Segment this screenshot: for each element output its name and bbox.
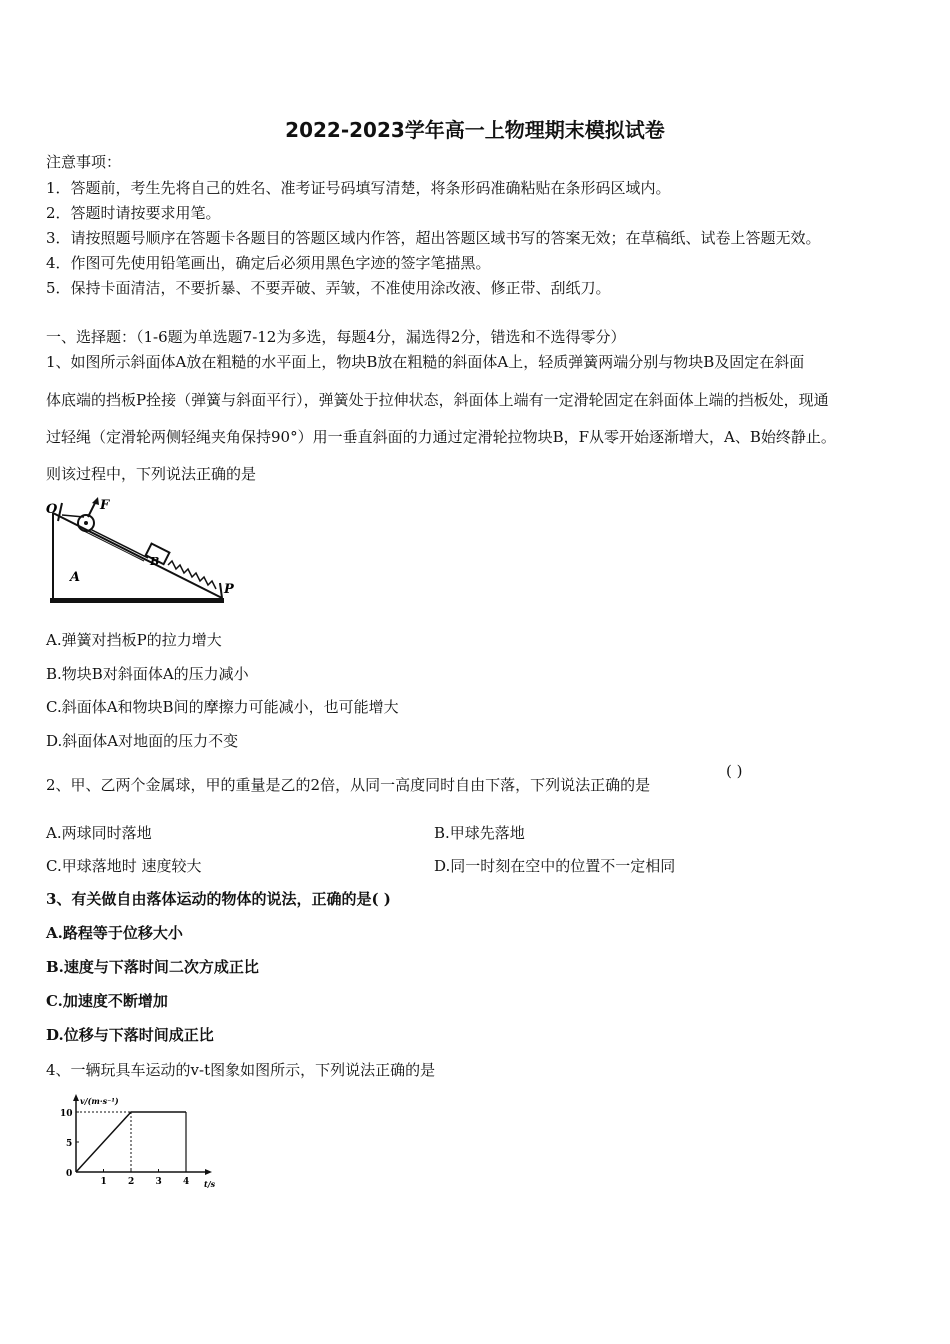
q2-answer-paren: ( ) [726,762,743,780]
q2-option-d: D.同一时刻在空中的位置不一定相同 [434,857,676,875]
notice-item: 1．答题前，考生先将自己的姓名、准考证号码填写清楚，将条形码准确粘贴在条形码区域内。 [46,179,671,197]
q1-stem-line: 过轻绳（定滑轮两侧轻绳夹角保持90°）用一垂直斜面的力通过定滑轮拉物块B，F从零开始逐渐增大，A、B始终静止。 [46,428,836,446]
ground-bar [50,598,224,603]
force-arrow-icon [92,497,99,505]
x-tick-label: 2 [128,1177,135,1187]
y-axis-arrow-icon [73,1094,79,1101]
q1-option-b: B.物块B对斜面体A的压力减小 [46,665,249,683]
q1-stem-line: 1、如图所示斜面体A放在粗糙的水平面上，物块B放在粗糙的斜面体A上，轻质弹簧两端分别与物块B及固定在斜面 [46,353,805,371]
label-a: A [70,570,81,585]
q1-incline-figure [44,495,240,610]
x-axis-arrow-icon [205,1169,212,1175]
q2-stem: 2、甲、乙两个金属球，甲的重量是乙的2倍，从同一高度同时自由下落，下列说法正确的是 [46,776,651,794]
q2-option-a: A.两球同时落地 [46,824,152,842]
label-o: O [46,502,58,517]
q1-stem-line: 体底端的挡板P拴接（弹簧与斜面平行），弹簧处于拉伸状态，斜面体上端有一定滑轮固定在斜面体上端的挡板处，现通 [46,391,829,409]
q1-option-a: A.弹簧对挡板P的拉力增大 [46,631,222,649]
y-tick-label: 10 [60,1109,73,1119]
label-f: F [100,498,110,513]
q3-option-c: C.加速度不断增加 [46,992,168,1010]
q3-option-d: D.位移与下落时间成正比 [46,1026,214,1044]
page-title: 2022-2023学年高一上物理期末模拟试卷 [285,118,665,142]
y-axis-label: v/(m·s⁻¹) [80,1096,119,1106]
q1-option-d: D.斜面体A对地面的压力不变 [46,732,239,750]
notice-heading: 注意事项： [46,153,122,171]
notice-item: 5．保持卡面清洁，不要折暴、不要弄破、弄皱，不准使用涂改液、修正带、刮纸刀。 [46,279,611,297]
y-tick-label: 0 [66,1169,73,1179]
section-heading: 一、选择题：（1-6题为单选题7-12为多选，每题4分，漏选得2分，错选和不选得零分） [46,328,626,346]
notice-item: 4．作图可先使用铅笔画出，确定后必须用黑色字迹的签字笔描黑。 [46,254,491,272]
q3-option-b: B.速度与下落时间二次方成正比 [46,958,259,976]
q2-option-b: B.甲球先落地 [434,824,525,842]
x-tick-label: 3 [155,1177,162,1187]
notice-item: 3．请按照题号顺序在答题卡各题目的答题区域内作答，超出答题区域书写的答案无效；在草稿纸、试卷上答题无效。 [46,229,821,247]
x-tick-label: 1 [100,1177,107,1187]
label-p: P [224,582,234,597]
q3-option-a: A.路程等于位移大小 [46,924,183,942]
x-tick-label: 4 [183,1177,190,1187]
q1-stem-line: 则该过程中，下列说法正确的是 [46,465,257,483]
q2-option-c: C.甲球落地时 速度较大 [46,857,202,875]
y-tick-label: 5 [66,1139,73,1149]
q1-option-c: C.斜面体A和物块B间的摩擦力可能减小，也可能增大 [46,698,399,716]
notice-item: 2．答题时请按要求用笔。 [46,204,221,222]
x-axis-label: t/s [204,1179,216,1189]
q3-stem: 3、有关做自由落体运动的物体的说法，正确的是( ) [46,890,391,908]
vt-chart [60,1092,220,1194]
q4-stem: 4、一辆玩具车运动的v-t图象如图所示，下列说法正确的是 [46,1061,436,1079]
label-b: B [150,555,160,568]
